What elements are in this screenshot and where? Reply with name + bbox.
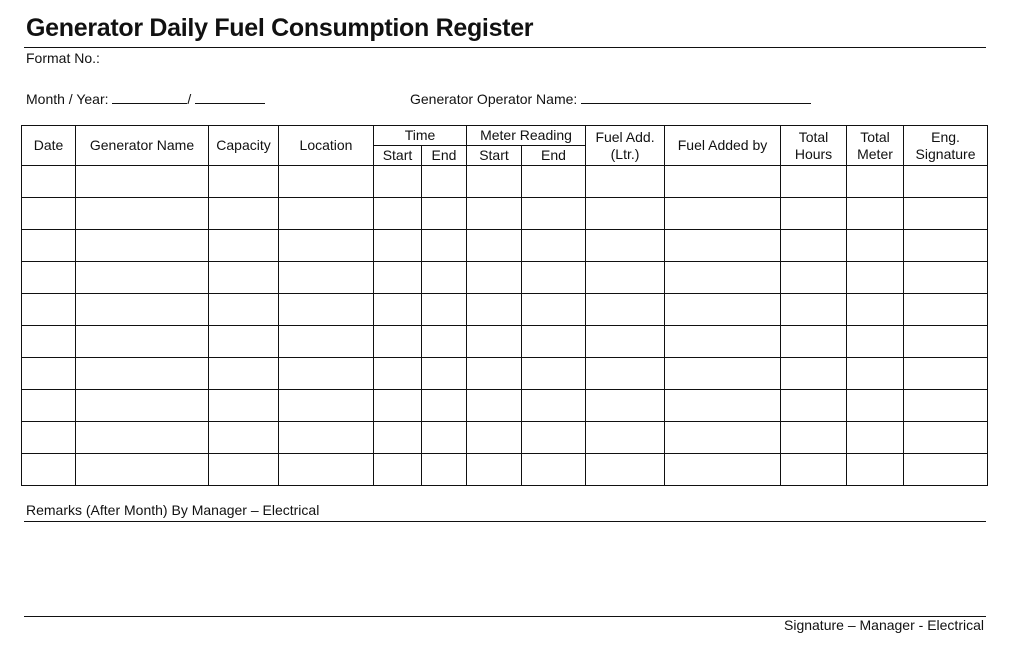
title-divider (24, 47, 986, 48)
table-cell[interactable] (904, 294, 988, 326)
format-number-label: Format No.: (26, 50, 100, 66)
table-cell[interactable] (374, 454, 422, 486)
table-cell[interactable] (76, 262, 209, 294)
table-cell[interactable] (665, 294, 781, 326)
header-eng-signature-line1: Eng. (931, 128, 960, 145)
table-cell[interactable] (522, 358, 586, 390)
header-total-meter-line1: Total (860, 128, 890, 145)
table-cell[interactable] (665, 198, 781, 230)
table-cell[interactable] (665, 390, 781, 422)
table-cell[interactable] (847, 262, 904, 294)
table-cell[interactable] (781, 422, 847, 454)
table-cell[interactable] (209, 358, 279, 390)
table-cell[interactable] (781, 454, 847, 486)
table-cell[interactable] (279, 294, 374, 326)
table-cell[interactable] (781, 294, 847, 326)
format-number (26, 50, 100, 66)
table-row (22, 454, 988, 486)
table-cell[interactable] (209, 422, 279, 454)
table-row (22, 390, 988, 422)
table-cell[interactable] (586, 166, 665, 198)
table-row (22, 230, 988, 262)
table-cell[interactable] (209, 294, 279, 326)
table-cell[interactable] (422, 454, 467, 486)
table-cell[interactable] (76, 326, 209, 358)
header-fuel-added-by: Fuel Added by (665, 126, 781, 166)
table-cell[interactable] (76, 166, 209, 198)
table-cell[interactable] (847, 166, 904, 198)
table-cell[interactable] (422, 326, 467, 358)
table-cell[interactable] (22, 358, 76, 390)
table-row (22, 262, 988, 294)
table-cell[interactable] (209, 198, 279, 230)
operator-name-blank[interactable] (581, 89, 811, 104)
table-cell[interactable] (522, 454, 586, 486)
table-cell[interactable] (76, 230, 209, 262)
header-fuel-add (586, 126, 665, 166)
table-cell[interactable] (467, 358, 522, 390)
document-title: Generator Daily Fuel Consumption Register (26, 14, 534, 42)
table-cell[interactable] (374, 294, 422, 326)
header-total-meter (847, 126, 904, 166)
header-fuel-add-line2: (Ltr.) (610, 145, 640, 162)
register-rows (22, 166, 988, 486)
header-time-start: Start (374, 146, 422, 166)
table-cell[interactable] (586, 230, 665, 262)
table-cell[interactable] (586, 422, 665, 454)
table-cell[interactable] (209, 326, 279, 358)
table-cell[interactable] (847, 390, 904, 422)
table-cell[interactable] (209, 166, 279, 198)
table-cell[interactable] (467, 198, 522, 230)
table-cell[interactable] (781, 390, 847, 422)
table-cell[interactable] (522, 422, 586, 454)
header-total-hours-line2: Hours (794, 145, 833, 162)
table-cell[interactable] (209, 230, 279, 262)
table-cell[interactable] (665, 454, 781, 486)
table-cell[interactable] (422, 198, 467, 230)
table-cell[interactable] (904, 166, 988, 198)
table-cell[interactable] (22, 454, 76, 486)
table-cell[interactable] (904, 262, 988, 294)
table-cell[interactable] (374, 166, 422, 198)
table-cell[interactable] (209, 390, 279, 422)
table-cell[interactable] (22, 198, 76, 230)
table-cell[interactable] (904, 454, 988, 486)
table-cell[interactable] (467, 454, 522, 486)
table-cell[interactable] (847, 198, 904, 230)
table-cell[interactable] (22, 390, 76, 422)
table-cell[interactable] (22, 230, 76, 262)
header-total-hours (781, 126, 847, 166)
table-cell[interactable] (76, 422, 209, 454)
table-cell[interactable] (374, 230, 422, 262)
table-cell[interactable] (279, 422, 374, 454)
header-eng-signature (904, 126, 988, 166)
table-cell[interactable] (22, 422, 76, 454)
header-total-hours-line1: Total (798, 128, 829, 145)
table-cell[interactable] (422, 294, 467, 326)
table-cell[interactable] (467, 326, 522, 358)
table-cell[interactable] (422, 390, 467, 422)
table-cell[interactable] (904, 390, 988, 422)
header-location: Location (279, 126, 374, 166)
table-cell[interactable] (422, 230, 467, 262)
table-cell[interactable] (522, 166, 586, 198)
table-cell[interactable] (904, 326, 988, 358)
table-cell[interactable] (467, 166, 522, 198)
table-cell[interactable] (76, 294, 209, 326)
table-cell[interactable] (467, 422, 522, 454)
table-cell[interactable] (374, 262, 422, 294)
table-cell[interactable] (279, 390, 374, 422)
table-cell[interactable] (665, 326, 781, 358)
table-cell[interactable] (279, 262, 374, 294)
table-cell[interactable] (522, 198, 586, 230)
table-cell[interactable] (467, 262, 522, 294)
table-cell[interactable] (847, 294, 904, 326)
table-cell[interactable] (665, 230, 781, 262)
header-capacity: Capacity (209, 126, 279, 166)
table-cell[interactable] (209, 454, 279, 486)
table-cell[interactable] (374, 198, 422, 230)
table-cell[interactable] (904, 422, 988, 454)
table-cell[interactable] (522, 326, 586, 358)
table-cell[interactable] (422, 262, 467, 294)
table-cell[interactable] (904, 230, 988, 262)
table-cell[interactable] (781, 358, 847, 390)
table-cell[interactable] (522, 390, 586, 422)
table-cell[interactable] (422, 166, 467, 198)
table-cell[interactable] (76, 198, 209, 230)
table-cell[interactable] (279, 166, 374, 198)
table-cell[interactable] (279, 358, 374, 390)
table-row (22, 422, 988, 454)
table-cell[interactable] (374, 390, 422, 422)
table-cell[interactable] (76, 390, 209, 422)
table-cell[interactable] (209, 262, 279, 294)
table-cell[interactable] (374, 358, 422, 390)
month-year-separator: / (187, 91, 192, 107)
table-row (22, 326, 988, 358)
table-cell[interactable] (76, 454, 209, 486)
table-cell[interactable] (22, 294, 76, 326)
table-cell[interactable] (586, 358, 665, 390)
header-total-meter-line2: Meter (857, 145, 893, 162)
table-cell[interactable] (665, 166, 781, 198)
header-time: Time (374, 126, 467, 146)
remarks-divider (24, 521, 986, 522)
signature-label: Signature – Manager - Electrical (784, 617, 984, 633)
operator-name-label: Generator Operator Name: (410, 91, 578, 107)
table-cell[interactable] (522, 262, 586, 294)
table-cell[interactable] (665, 358, 781, 390)
table-cell[interactable] (847, 358, 904, 390)
operator-name-field (410, 89, 811, 107)
table-cell[interactable] (586, 390, 665, 422)
table-cell[interactable] (279, 198, 374, 230)
month-blank[interactable] (112, 89, 187, 104)
table-cell[interactable] (522, 294, 586, 326)
year-blank[interactable] (195, 89, 265, 104)
header-meter-reading: Meter Reading (467, 126, 586, 146)
table-cell[interactable] (847, 230, 904, 262)
table-cell[interactable] (586, 326, 665, 358)
table-row (22, 358, 988, 390)
table-cell[interactable] (374, 326, 422, 358)
table-cell[interactable] (781, 326, 847, 358)
header-generator-name: Generator Name (76, 126, 209, 166)
table-cell[interactable] (422, 358, 467, 390)
table-cell[interactable] (847, 454, 904, 486)
table-cell[interactable] (422, 422, 467, 454)
table-cell[interactable] (22, 326, 76, 358)
table-cell[interactable] (847, 422, 904, 454)
table-cell[interactable] (847, 326, 904, 358)
table-cell[interactable] (781, 166, 847, 198)
table-row (22, 294, 988, 326)
month-year-label: Month / Year: (26, 91, 109, 107)
table-cell[interactable] (904, 358, 988, 390)
month-year-field (26, 89, 265, 107)
table-cell[interactable] (374, 422, 422, 454)
table-cell[interactable] (467, 230, 522, 262)
table-cell[interactable] (586, 262, 665, 294)
table-cell[interactable] (904, 198, 988, 230)
table-row (22, 198, 988, 230)
table-row (22, 166, 988, 198)
table-cell[interactable] (781, 230, 847, 262)
table-cell[interactable] (522, 230, 586, 262)
table-cell[interactable] (279, 230, 374, 262)
header-date: Date (22, 126, 76, 166)
table-cell[interactable] (22, 166, 76, 198)
table-cell[interactable] (467, 390, 522, 422)
header-meter-start: Start (467, 146, 522, 166)
table-cell[interactable] (586, 294, 665, 326)
table-cell[interactable] (665, 422, 781, 454)
table-cell[interactable] (586, 454, 665, 486)
header-eng-signature-line2: Signature (915, 145, 976, 162)
remarks-label: Remarks (After Month) By Manager – Electrical (26, 502, 320, 518)
table-cell[interactable] (22, 262, 76, 294)
table-cell[interactable] (76, 358, 209, 390)
header-fuel-add-line1: Fuel Add. (595, 128, 655, 145)
table-cell[interactable] (586, 198, 665, 230)
table-cell[interactable] (781, 262, 847, 294)
table-cell[interactable] (467, 294, 522, 326)
table-cell[interactable] (665, 262, 781, 294)
table-cell[interactable] (279, 326, 374, 358)
header-meter-end: End (522, 146, 586, 166)
header-time-end: End (422, 146, 467, 166)
fuel-register-table (21, 125, 988, 486)
table-cell[interactable] (781, 198, 847, 230)
table-cell[interactable] (279, 454, 374, 486)
